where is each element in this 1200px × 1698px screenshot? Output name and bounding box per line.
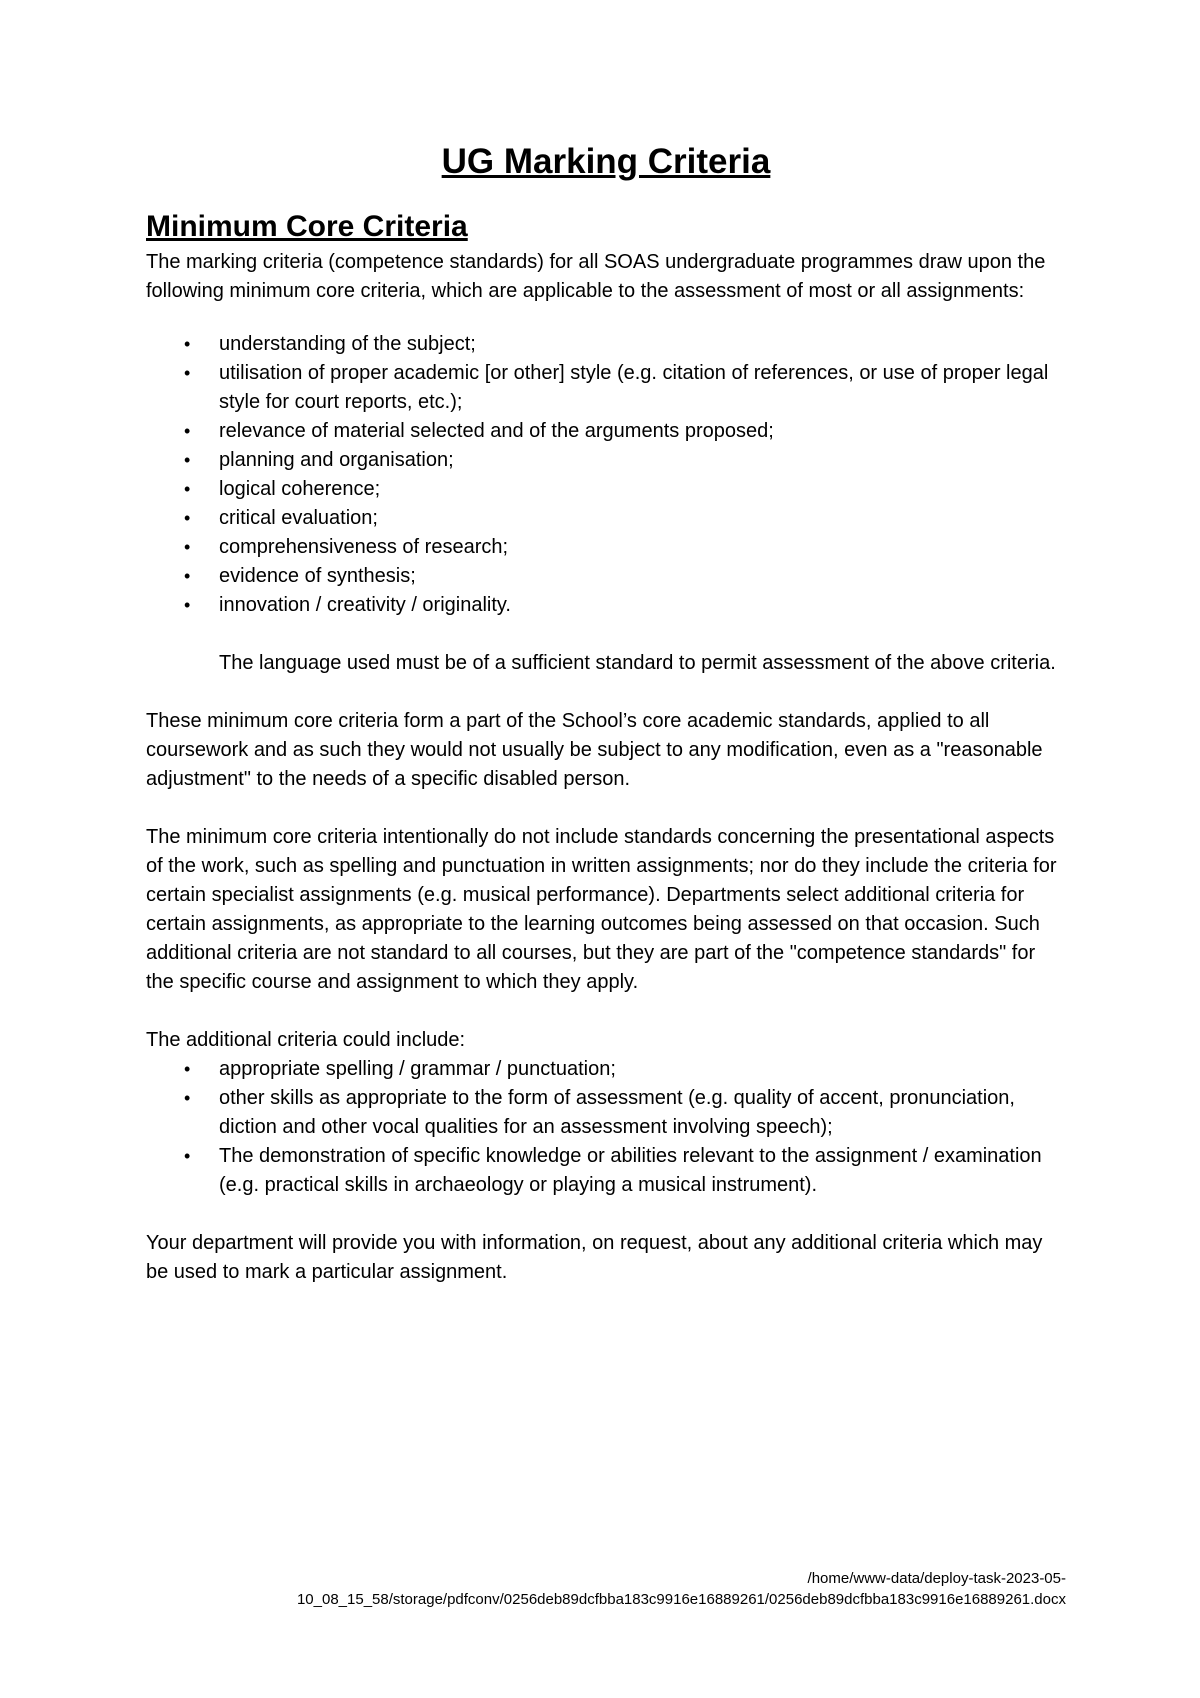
bullet-icon: • <box>184 334 191 354</box>
bullet-icon: • <box>184 508 191 528</box>
list-item <box>146 1055 1066 1084</box>
additional-criteria-intro: The additional criteria could include: <box>146 1029 466 1051</box>
list-item <box>146 417 1066 446</box>
bullet-icon: • <box>184 595 191 615</box>
list-item <box>146 359 1066 417</box>
document-body <box>146 140 1066 1287</box>
additional-criteria-explanation: The minimum core criteria intentionally do not include standards concerning the presentational aspects of the work, such as spelling and punctuation in written assignments; nor do they include the criteria for certain specialist assignments (e.g. musical performance). Departments select additional criteria for certain assignments, as appropriate to the learning outcomes being assessed on that occasion. Such additional criteria are not standard to all courses, but they are part of the "competence standards" for the specific course and assignment to which they apply. <box>146 826 1057 993</box>
footer-path-line: /home/www-data/deploy-task-2023-05- <box>807 1570 1066 1587</box>
list-item <box>146 562 1066 591</box>
language-note: The language used must be of a sufficient standard to permit assessment of the above criteria. <box>219 652 1056 674</box>
section-title: Minimum Core Criteria <box>146 210 468 243</box>
list-item-text: innovation / creativity / originality. <box>219 594 511 616</box>
list-item-text: critical evaluation; <box>219 507 378 529</box>
list-item <box>146 1142 1066 1200</box>
spacer <box>146 306 1066 330</box>
spacer <box>146 1200 1066 1229</box>
list-item-text: evidence of synthesis; <box>219 565 416 587</box>
list-item <box>146 591 1066 620</box>
spacer <box>146 794 1066 823</box>
list-item-text: The demonstration of specific knowledge or abilities relevant to the assignment / examination (e.g. practical skills in archaeology or playing a musical instrument). <box>219 1145 1042 1196</box>
closing-paragraph: Your department will provide you with information, on request, about any additional criteria which may be used to mark a particular assignment. <box>146 1232 1043 1283</box>
bullet-icon: • <box>184 1088 191 1108</box>
bullet-icon: • <box>184 1059 191 1079</box>
list-item-text: understanding of the subject; <box>219 333 476 355</box>
spacer <box>146 620 1066 649</box>
list-item <box>146 330 1066 359</box>
bullet-icon: • <box>184 537 191 557</box>
footer-file-path <box>166 1568 1066 1610</box>
document-title: UG Marking Criteria <box>441 142 771 181</box>
bullet-icon: • <box>184 450 191 470</box>
additional-criteria-list <box>146 1055 1066 1200</box>
bullet-icon: • <box>184 566 191 586</box>
bullet-icon: • <box>184 479 191 499</box>
list-item <box>146 1084 1066 1142</box>
list-item-text: other skills as appropriate to the form of assessment (e.g. quality of accent, pronunciation, diction and other vocal qualities for an assessment involving speech); <box>219 1087 1015 1138</box>
bullet-icon: • <box>184 363 191 383</box>
list-item <box>146 446 1066 475</box>
list-item-text: utilisation of proper academic [or other] style (e.g. citation of references, or use of proper legal style for court reports, etc.); <box>219 362 1049 413</box>
list-item-text: logical coherence; <box>219 478 381 500</box>
list-item-text: appropriate spelling / grammar / punctuation; <box>219 1058 616 1080</box>
spacer <box>146 678 1066 707</box>
list-item-text: planning and organisation; <box>219 449 454 471</box>
list-item-text: relevance of material selected and of the arguments proposed; <box>219 420 774 442</box>
list-item-text: comprehensiveness of research; <box>219 536 509 558</box>
core-standards-paragraph: These minimum core criteria form a part of the School’s core academic standards, applied to all coursework and as such they would not usually be subject to any modification, even as a "reasonable adjustment" to the needs of a specific disabled person. <box>146 710 1043 790</box>
list-item <box>146 533 1066 562</box>
spacer <box>146 997 1066 1026</box>
footer-path-line: 10_08_15_58/storage/pdfconv/0256deb89dcfbba183c9916e16889261/0256deb89dcfbba183c9916e16889261.docx <box>296 1591 1066 1608</box>
list-item <box>146 504 1066 533</box>
core-criteria-list <box>146 330 1066 620</box>
list-item <box>146 475 1066 504</box>
intro-paragraph: The marking criteria (competence standards) for all SOAS undergraduate programmes draw upon the following minimum core criteria, which are applicable to the assessment of most or all assignments: <box>146 251 1046 302</box>
bullet-icon: • <box>184 421 191 441</box>
bullet-icon: • <box>184 1146 191 1166</box>
